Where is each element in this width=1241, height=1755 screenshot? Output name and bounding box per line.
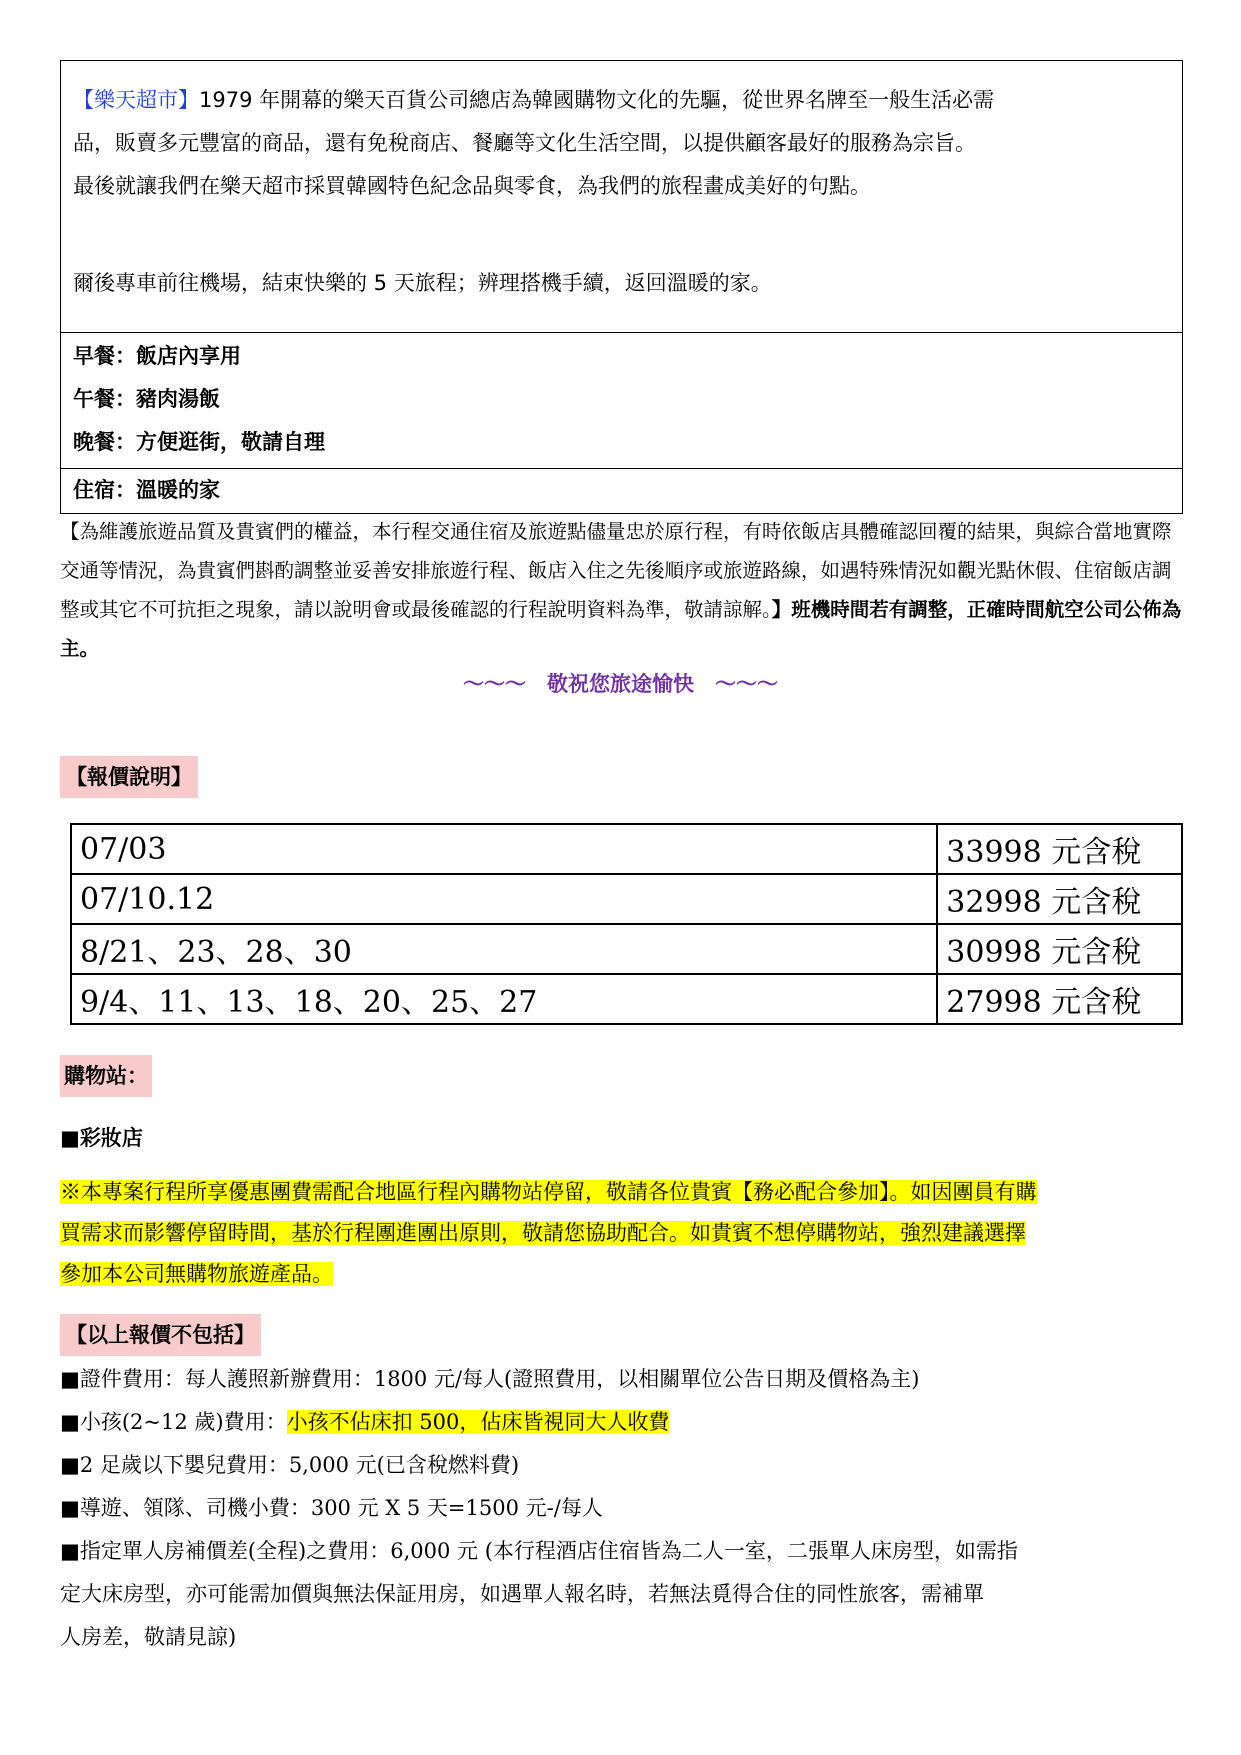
desc-line-3: 最後就讓我們在樂天超市採買韓國特色紀念品與零食，為我們的旅程畫成美好的句點。 — [73, 174, 871, 198]
exclusions-title: 【以上報價不包括】 — [60, 1314, 261, 1356]
list-item: ■指定單人房補價差(全程)之費用：6,000 元 (本行程酒店住宿皆為二人一室，二張單人床房型，如需指 — [60, 1539, 1018, 1563]
shop-tag: 【樂天超市】 — [73, 88, 199, 112]
shopping-title: 購物站： — [60, 1055, 152, 1097]
itinerary-description — [61, 61, 1182, 333]
desc-line-4: 爾後專車前往機場，結束快樂的 5 天旅程；辨理搭機手續，返回溫暖的家。 — [73, 271, 772, 295]
dinner: 晚餐：方便逛街，敬請自理 — [73, 430, 325, 454]
shopping-store: ■彩妝店 — [60, 1126, 143, 1150]
price-value: 32998 元含稅 — [937, 874, 1182, 924]
price-table — [70, 823, 1183, 1025]
list-item-cont: 人房差，敬請見諒) — [60, 1625, 237, 1649]
list-item: ■小孩(2~12 歲)費用：小孩不佔床扣 500，佔床皆視同大人收費 — [60, 1410, 670, 1434]
price-value: 27998 元含稅 — [937, 974, 1182, 1024]
meals-section — [61, 333, 1182, 469]
exclusions-list — [60, 1358, 1183, 1659]
accommodation: 住宿：溫暖的家 — [73, 478, 220, 502]
price-date: 07/10.12 — [71, 874, 937, 924]
table-row — [71, 924, 1182, 974]
table-row — [71, 974, 1182, 1024]
price-value: 30998 元含稅 — [937, 924, 1182, 974]
desc-line-1: 【樂天超市】1979 年開幕的樂天百貨公司總店為韓國購物文化的先驅，從世界名牌至一般生活必需 — [73, 88, 995, 112]
flight-note: 】班機時間若有調整，正確時間航空公司公佈為主。 — [60, 598, 1182, 660]
breakfast: 早餐：飯店內享用 — [73, 344, 241, 368]
table-row — [71, 824, 1182, 874]
price-title: 【報價說明】 — [60, 756, 198, 798]
itinerary-notice: 【為維護旅遊品質及貴賓們的權益，本行程交通住宿及旅遊點儘量忠於原行程，有時依飯店具體確認回覆的結果，與綜合當地實際交通等情況，為貴賓們斟酌調整並妥善安排旅遊行程、飯店入住之先後順序或旅遊路線，如遇特殊情況如觀光點休假、住宿飯店調整或其它不可抗拒之現象，請以說明會或最後確認的行程說明資料為準，敬請諒解。】班機時間若有調整，正確時間航空公司公佈為主。 — [60, 520, 1182, 660]
itinerary-box — [60, 60, 1183, 514]
lunch: 午餐：豬肉湯飯 — [73, 387, 220, 411]
shopping-note: ※本專案行程所享優惠團費需配合地區行程內購物站停留，敬請各位貴賓【務必配合參加】。如因團員有購 買需求而影響停留時間，基於行程團進團出原則，敬請您協助配合。如貴賓不想停購物站，強烈建議選擇 參加本公司無購物旅遊產品。 — [60, 1180, 1037, 1286]
price-date: 07/03 — [71, 824, 937, 874]
table-row — [71, 874, 1182, 924]
list-item-cont: 定大床房型，亦可能需加價與無法保証用房，如遇單人報名時，若無法覓得合住的同性旅客，需補單 — [60, 1582, 984, 1606]
list-item: ■證件費用：每人護照新辦費用：1800 元/每人(證照費用，以相關單位公告日期及價格為主) — [60, 1367, 920, 1391]
travel-wish: ～～～ 敬祝您旅途愉快 ～～～ — [463, 672, 778, 696]
price-date: 8/21、23、28、30 — [71, 924, 937, 974]
price-value: 33998 元含稅 — [937, 824, 1182, 874]
list-item: ■導遊、領隊、司機小費：300 元 X 5 天=1500 元-/每人 — [60, 1496, 603, 1520]
price-date: 9/4、11、13、18、20、25、27 — [71, 974, 937, 1024]
list-item: ■2 足歲以下嬰兒費用：5,000 元(已含稅燃料費) — [60, 1453, 520, 1477]
desc-line-2: 品，販賣多元豐富的商品，還有免稅商店、餐廳等文化生活空間，以提供顧客最好的服務為宗旨。 — [73, 131, 976, 155]
